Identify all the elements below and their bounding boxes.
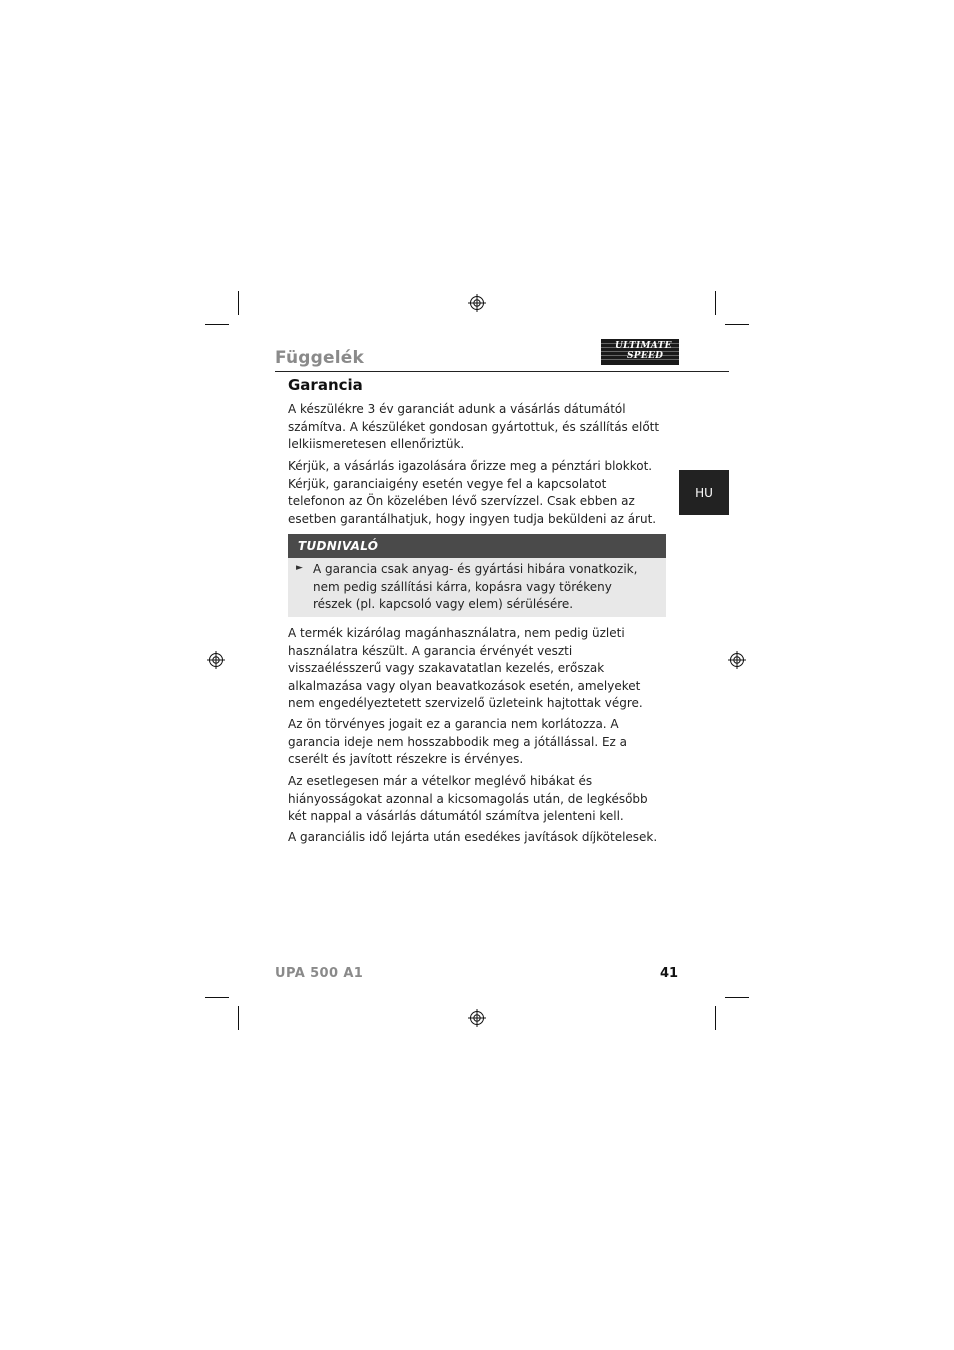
note-header [288, 534, 666, 558]
registration-mark-icon [468, 1009, 486, 1027]
language-tab [679, 470, 729, 515]
page-title: Garancia [288, 376, 363, 394]
section-title: Függelék [275, 348, 364, 368]
registration-mark-icon [468, 294, 486, 312]
crop-mark [205, 324, 229, 325]
brand-logo [601, 339, 679, 365]
registration-mark-icon [728, 651, 746, 669]
registration-mark-icon [207, 651, 225, 669]
note-text: A garancia csak anyag- és gyártási hibára vonatkozik, nem pedig szállítási kárra, kopásra vagy törékeny részek (pl. kapcsoló vagy elem) sérülésére. [313, 562, 638, 611]
bullet-arrow-icon: ► [296, 563, 303, 573]
note-box [288, 558, 666, 617]
crop-mark [725, 324, 749, 325]
language-tab-label: HU [695, 485, 713, 500]
crop-mark [238, 1006, 239, 1030]
crop-mark [715, 1006, 716, 1030]
paragraph: Az ön törvényes jogait ez a garancia nem korlátozza. A garancia ideje nem hosszabbodik meg a jótállással. Ez a cserélt és javított részekre is érvényes. [288, 717, 628, 766]
paragraph: A termék kizárólag magánhasználatra, nem pedig üzleti használatra készült. A garancia érvényét veszti visszaélésszerű vagy szakavatatlan kezelés, erőszak alkalmazása vagy olyan beavatkozások esetén, amelyeket nem engedélyeztetett szervizelő üzleteink hajtottak végre. [288, 626, 643, 710]
crop-mark [725, 997, 749, 998]
paragraph: Az esetlegesen már a vételkor meglévő hibákat és hiányosságokat azonnal a kicsomagolás után, de legkésőbb két nappal a vásárlás dátumától számítva jelenteni kell. [288, 774, 648, 823]
crop-mark [205, 997, 229, 998]
footer-model: UPA 500 A1 [275, 966, 364, 981]
paragraph: A készülékre 3 év garanciát adunk a vásárlás dátumától számítva. A készüléket gondosan gyártottuk, és szállítás előtt lelkiismeretesen ellenőriztük. [288, 402, 660, 451]
page-number: 41 [660, 966, 679, 981]
brand-logo-text [615, 341, 672, 361]
crop-mark [238, 291, 239, 315]
paragraph: A garanciális idő lejárta után esedékes javítások díjkötelesek. [288, 830, 658, 844]
logo-line-1: ULTIMATE [615, 341, 672, 351]
paragraph: Kérjük, a vásárlás igazolására őrizze meg a pénztári blokkot. Kérjük, garanciaigény esetén vegye fel a kapcsolatot telefonon az Ön közelében lévő szervízzel. Csak ebben az esetben garantálhatjuk, hogy ingyen tudja beküldeni az árut. [288, 459, 657, 526]
logo-line-2: SPEED [627, 351, 664, 361]
note-heading: TUDNIVALÓ [298, 539, 379, 553]
header-rule [275, 371, 729, 372]
crop-mark [715, 291, 716, 315]
